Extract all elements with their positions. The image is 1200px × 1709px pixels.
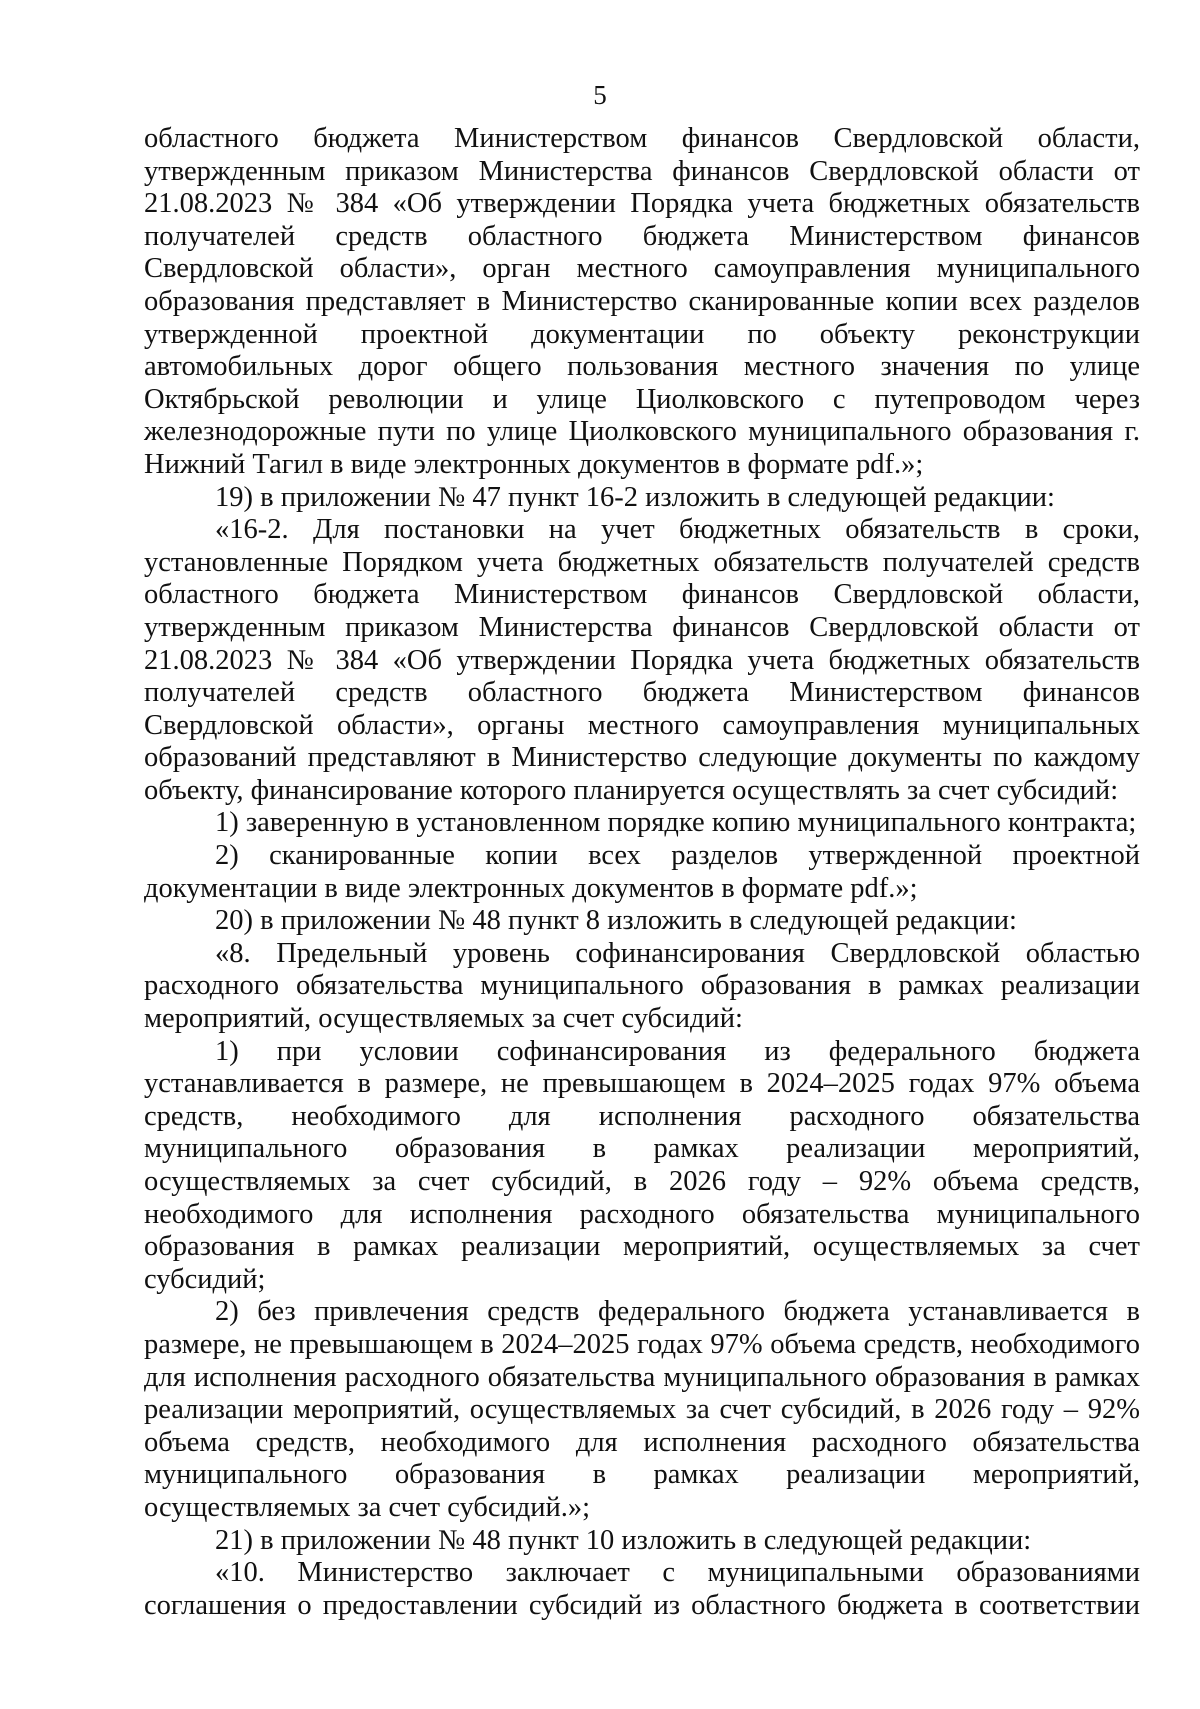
paragraph-item-20: 20) в приложении № 48 пункт 8 изложить в следующей редакции: bbox=[215, 905, 1017, 937]
paragraph-clause-8: «8. Предельный уровень софинансирования Свердловской областью расходного обязательства муниципального образования в рамках реализации мероприятий, осуществляемых за счет субсидий: bbox=[144, 937, 1140, 1035]
paragraph-clause-8-subitem-2: 2) без привлечения средств федерального бюджета устанавливается в размере, не превышающем в 2024–2025 годах 97% объема средств, необходимого для исполнения расходного обязательства муниципального образования в рамках реализации мероприятий, осуществляемых за счет субсидий, в 2026 году – 92% объема средств, необходимого для исполнения расходного обязательства муниципального образования в рамках реализации мероприятий, осуществляемых за счет субсидий.»; bbox=[144, 1296, 1140, 1523]
document-body bbox=[144, 123, 1140, 1622]
paragraph-subitem-2: 2) сканированные копии всех разделов утвержденной проектной документации в виде электронных документов в формате pdf.»; bbox=[144, 840, 1140, 904]
paragraph-continuation: областного бюджета Министерством финансов Свердловской области, утвержденным приказом Министерства финансов Свердловской области от 21.08.2023 № 384 «Об утверждении Порядка учета бюджетных обязательств получателей средств областного бюджета Министерством финансов Свердловской области», орган местного самоуправления муниципального образования представляет в Министерство сканированные копии всех разделов утвержденной проектной документации по объекту реконструкции автомобильных дорог общего пользования местного значения по улице Октябрьской революции и улице Циолковского с путепроводом через железнодорожные пути по улице Циолковского муниципального образования г. Нижний Тагил в виде электронных документов в формате pdf.»; bbox=[144, 123, 1140, 480]
page-number: 5 bbox=[593, 80, 607, 110]
paragraph-clause-8-subitem-1: 1) при условии софинансирования из федерального бюджета устанавливается в размере, не превышающем в 2024–2025 годах 97% объема средств, необходимого для исполнения расходного обязательства муниципального образования в рамках реализации мероприятий, осуществляемых за счет субсидий, в 2026 году – 92% объема средств, необходимого для исполнения расходного обязательства муниципального образования в рамках реализации мероприятий, осуществляемых за счет субсидий; bbox=[144, 1035, 1140, 1295]
paragraph-clause-16-2: «16-2. Для постановки на учет бюджетных обязательств в сроки, установленные Порядком учета бюджетных обязательств получателей средств областного бюджета Министерством финансов Свердловской области, утвержденным приказом Министерства финансов Свердловской области от 21.08.2023 № 384 «Об утверждении Порядка учета бюджетных обязательств получателей средств областного бюджета Министерством финансов Свердловской области», органы местного самоуправления муниципальных образований представляют в Министерство следующие документы по каждому объекту, финансирование которого планируется осуществлять за счет субсидий: bbox=[144, 514, 1140, 806]
paragraph-subitem-1: 1) заверенную в установленном порядке копию муниципального контракта; bbox=[215, 807, 1137, 839]
paragraph-item-21: 21) в приложении № 48 пункт 10 изложить в следующей редакции: bbox=[215, 1524, 1032, 1556]
paragraph-clause-10: «10. Министерство заключает с муниципальными образованиями соглашения о предоставлении субсидий из областного бюджета в соответствии bbox=[144, 1557, 1140, 1621]
paragraph-item-19: 19) в приложении № 47 пункт 16-2 изложить в следующей редакции: bbox=[215, 481, 1055, 513]
